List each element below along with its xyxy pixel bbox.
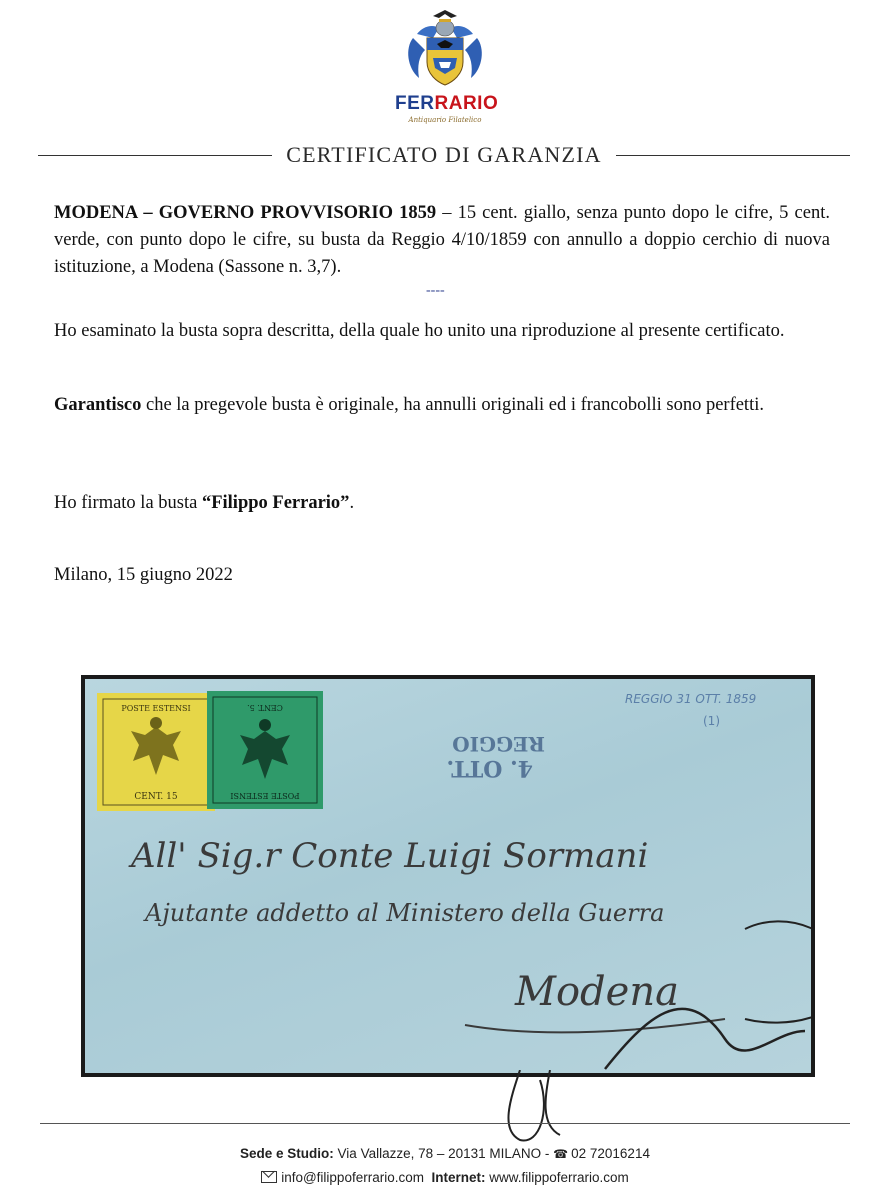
title-row xyxy=(38,140,850,170)
footer-address xyxy=(0,1146,890,1161)
envelope-illustration xyxy=(85,679,811,1073)
pencil-note-number: (1) xyxy=(703,714,720,728)
yellow-stamp xyxy=(97,693,215,811)
postmark-date: 4. OTT. xyxy=(446,755,533,781)
footer-rule xyxy=(40,1123,850,1124)
expert-signature xyxy=(480,1070,680,1145)
brand-name: FERRARIO xyxy=(395,93,499,114)
footer-address-text: Via Vallazze, 78 – 20131 MILANO - xyxy=(333,1146,554,1161)
signature-name: “Filippo Ferrario” xyxy=(201,493,350,513)
footer-internet-label: Internet: xyxy=(431,1170,486,1185)
green-stamp xyxy=(207,691,323,809)
title-left-rule xyxy=(38,155,272,156)
guarantee-paragraph xyxy=(54,392,830,419)
yellow-stamp-top-text: POSTE ESTENSI xyxy=(121,704,191,713)
page-title: CERTIFICATO DI GARANZIA xyxy=(286,142,602,167)
separator: ---- xyxy=(426,283,445,298)
phone-fax-icon: ☎ xyxy=(553,1147,569,1161)
description-text: – 15 cent. giallo, senza punto dopo le cifre, 5 cent. verde, con punto dopo le cifre, su busta da Reggio 4/10/1859 con annullo a doppio cerchio di nuova istituzione, a Modena (Sassone n. 3,7). xyxy=(54,203,830,277)
footer-website[interactable]: www.filippoferrario.com xyxy=(485,1170,629,1185)
footer-phone: 02 72016214 xyxy=(571,1146,650,1161)
envelope-photo-frame xyxy=(81,675,815,1077)
yellow-stamp-bottom-text: CENT. 15 xyxy=(134,792,178,802)
coat-of-arms-icon xyxy=(403,8,487,88)
mail-icon xyxy=(261,1171,277,1183)
address-line-1: All' Sig.r Conte Luigi Sormani xyxy=(131,836,649,876)
footer-contacts xyxy=(0,1170,890,1185)
pencil-note: REGGIO 31 OTT. 1859 xyxy=(625,692,757,706)
signature-text: Ho firmato la busta xyxy=(54,493,202,513)
title-right-rule xyxy=(616,155,850,156)
signature-end: . xyxy=(349,493,355,513)
address-line-3: Modena xyxy=(515,969,679,1015)
stamp-description xyxy=(54,200,830,281)
signature-paragraph xyxy=(54,490,830,517)
examination-paragraph: Ho esaminato la busta sopra descritta, della quale ho unito una riproduzione al presente certificato. xyxy=(54,321,785,341)
green-stamp-bottom-text: POSTE ESTENSI xyxy=(230,791,300,800)
envelope-photo xyxy=(85,679,811,1073)
green-stamp-top-text: CENT. 5. xyxy=(247,703,283,712)
guarantee-lead: Garantisco xyxy=(54,395,142,415)
brand-tagline: Antiquario Filatelico xyxy=(408,116,482,124)
description-heading: MODENA – GOVERNO PROVVISORIO 1859 xyxy=(54,203,437,223)
footer-email[interactable]: info@filippoferrario.com xyxy=(281,1170,424,1185)
guarantee-text: che la pregevole busta è originale, ha annulli originali ed i francobolli sono perfetti. xyxy=(141,395,764,415)
footer-address-label: Sede e Studio: xyxy=(240,1146,334,1161)
postmark xyxy=(446,732,545,781)
postmark-city: REGGIO xyxy=(452,732,545,756)
logo xyxy=(395,8,499,124)
address-line-2: Ajutante addetto al Ministero della Guerra xyxy=(145,899,665,927)
place-date: Milano, 15 giugno 2022 xyxy=(54,565,233,585)
